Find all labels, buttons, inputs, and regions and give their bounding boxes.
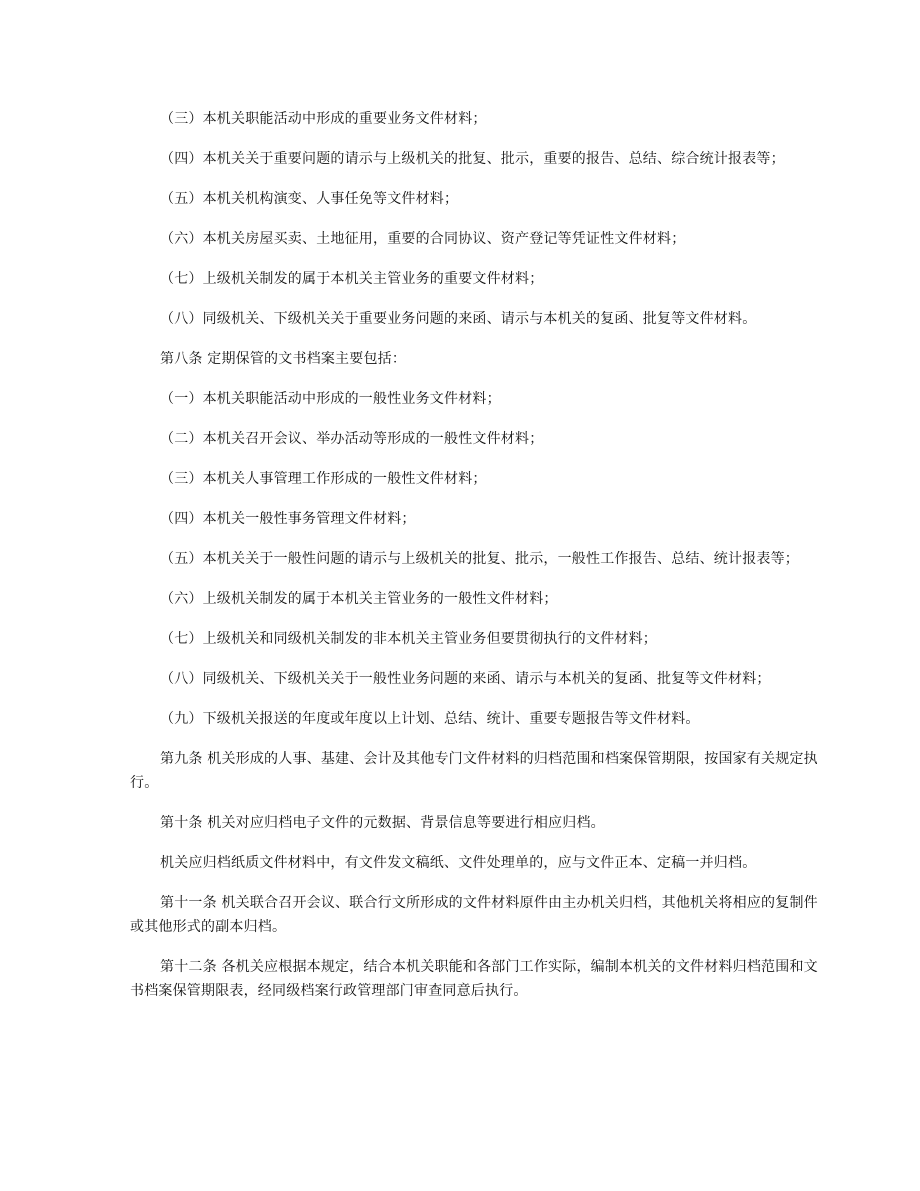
paragraph-16: （九）下级机关报送的年度或年度以上计划、总结、统计、重要专题报告等文件材料。	[160, 711, 700, 727]
article-12: 第十二条 各机关应根据本规定，结合本机关职能和各部门工作实际，编制本机关的文件材料归档范围和文书档案保管期限表，经同级档案行政管理部门审查同意后执行。	[130, 959, 818, 999]
paragraph-3: （五）本机关机构演变、人事任免等文件材料；	[160, 191, 459, 207]
article-9: 第九条 机关形成的人事、基建、会计及其他专门文件材料的归档范围和档案保管期限，按国家有关规定执行。	[130, 751, 818, 791]
paragraph-13: （六）上级机关制发的属于本机关主管业务的一般性文件材料；	[160, 591, 558, 607]
article-11: 第十一条 机关联合召开会议、联合行文所形成的文件材料原件由主办机关归档，其他机关将相应的复制件或其他形式的副本归档。	[130, 895, 818, 935]
paragraph-1: （三）本机关职能活动中形成的重要业务文件材料；	[160, 111, 487, 127]
paragraph-5: （七）上级机关制发的属于本机关主管业务的重要文件材料；	[160, 271, 544, 287]
article-10-continuation: 机关应归档纸质文件材料中，有文件发文稿纸、文件处理单的，应与文件正本、定稿一并归档。	[160, 855, 757, 871]
article-10: 第十条 机关对应归档电子文件的元数据、背景信息等要进行相应归档。	[160, 815, 605, 831]
paragraph-15: （八）同级机关、下级机关关于一般性业务问题的来函、请示与本机关的复函、批复等文件材料；	[160, 671, 771, 687]
paragraph-10: （三）本机关人事管理工作形成的一般性文件材料；	[160, 471, 487, 487]
paragraph-11: （四）本机关一般性事务管理文件材料；	[160, 511, 416, 527]
paragraph-9: （二）本机关召开会议、举办活动等形成的一般性文件材料；	[160, 431, 544, 447]
article-8-heading: 第八条 定期保管的文书档案主要包括：	[160, 351, 407, 367]
paragraph-6: （八）同级机关、下级机关关于重要业务问题的来函、请示与本机关的复函、批复等文件材料。	[160, 311, 757, 327]
paragraph-14: （七）上级机关和同级机关制发的非本机关主管业务但要贯彻执行的文件材料；	[160, 631, 657, 647]
paragraph-4: （六）本机关房屋买卖、土地征用，重要的合同协议、资产登记等凭证性文件材料；	[160, 231, 686, 247]
paragraph-8: （一）本机关职能活动中形成的一般性业务文件材料；	[160, 391, 501, 407]
paragraph-12: （五）本机关关于一般性问题的请示与上级机关的批复、批示，一般性工作报告、总结、统计报表等；	[160, 551, 799, 567]
paragraph-2: （四）本机关关于重要问题的请示与上级机关的批复、批示，重要的报告、总结、综合统计报表等；	[160, 151, 785, 167]
